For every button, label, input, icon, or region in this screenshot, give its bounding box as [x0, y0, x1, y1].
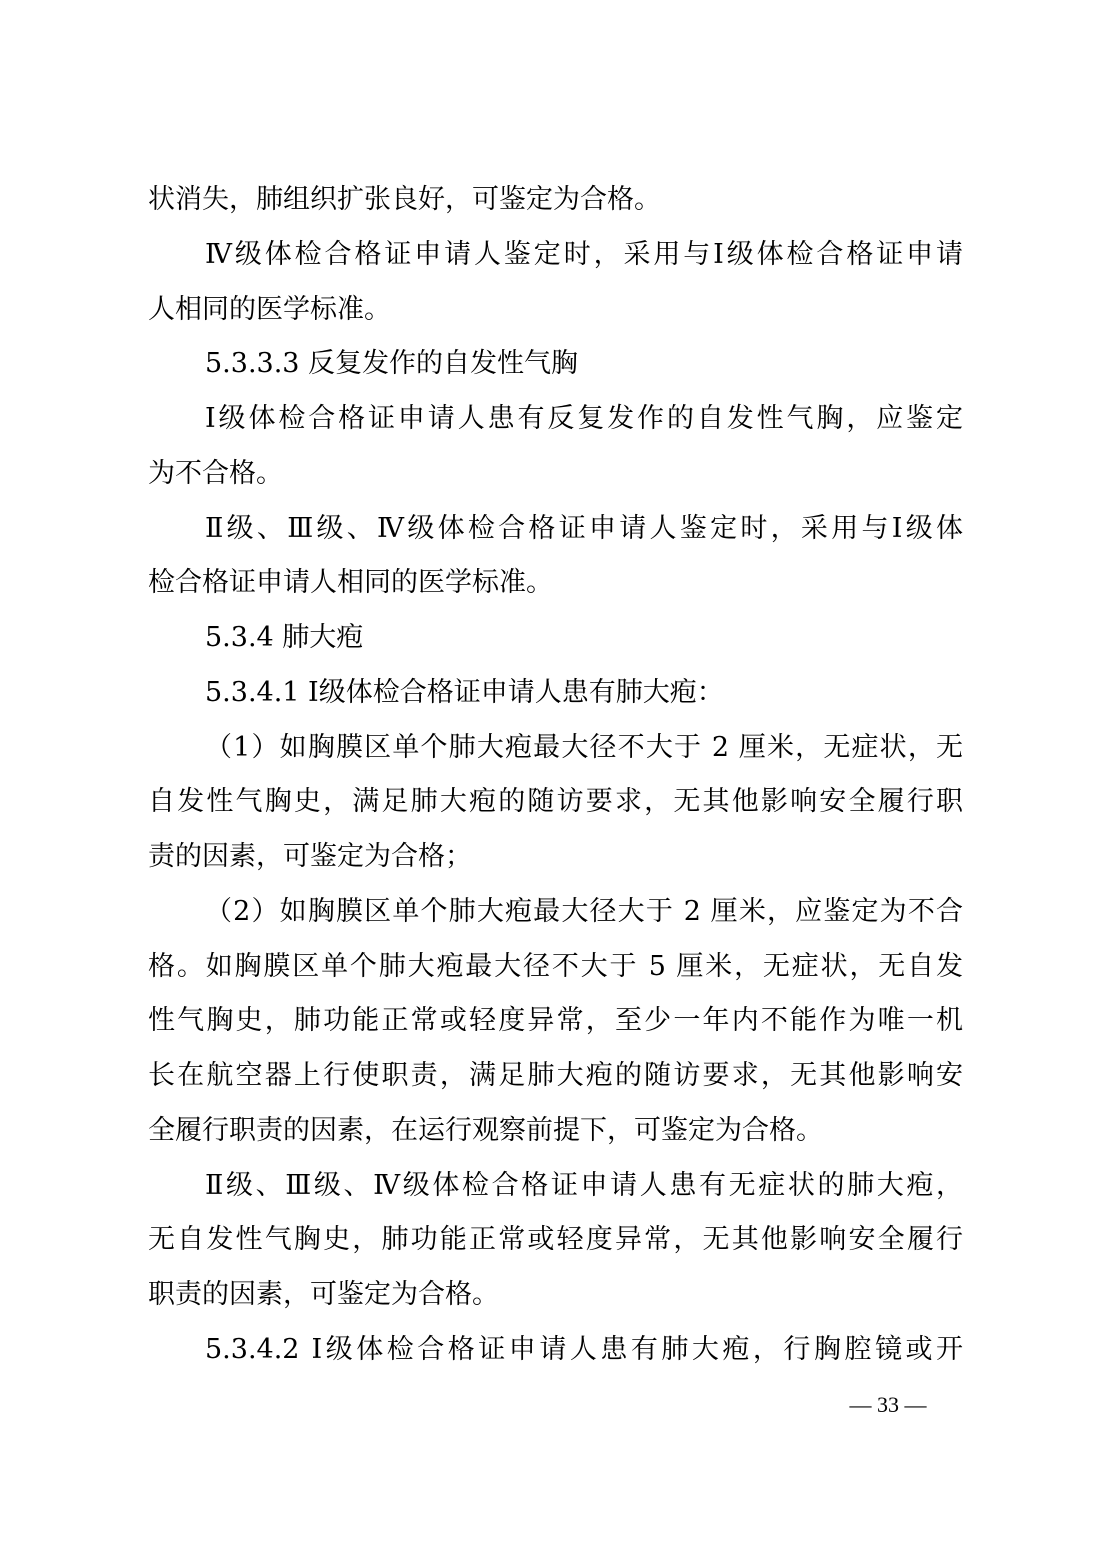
text-line-21: 职责的因素，可鉴定为合格。	[148, 1279, 499, 1310]
text-line-15: 格。如胸膜区单个肺大疱最大径不大于 5 厘米，无症状，无自发	[148, 951, 963, 982]
text-line-18: 全履行职责的因素，在运行观察前提下，可鉴定为合格。	[148, 1115, 823, 1146]
text-line-19: Ⅱ级、Ⅲ级、Ⅳ级体检合格证申请人患有无症状的肺大疱，	[205, 1170, 963, 1201]
section-heading-5-3-4: 5.3.4 肺大疱	[205, 622, 364, 653]
text-line-7: Ⅱ级、Ⅲ级、Ⅳ级体检合格证申请人鉴定时，采用与Ⅰ级体	[205, 513, 963, 544]
text-line-8: 检合格证申请人相同的医学标准。	[148, 567, 553, 598]
section-heading-5-3-4-2: 5.3.4.2 Ⅰ级体检合格证申请人患有肺大疱，行胸腔镜或开	[205, 1334, 963, 1365]
text-line-5: Ⅰ级体检合格证申请人患有反复发作的自发性气胸，应鉴定	[205, 403, 963, 434]
text-line-6: 为不合格。	[148, 458, 283, 489]
text-line-1: 状消失，肺组织扩张良好，可鉴定为合格。	[148, 184, 661, 215]
text-line-11: （1）如胸膜区单个肺大疱最大径不大于 2 厘米，无症状，无	[205, 732, 963, 763]
text-line-13: 责的因素，可鉴定为合格；	[148, 841, 472, 872]
text-line-14: （2）如胸膜区单个肺大疱最大径大于 2 厘米，应鉴定为不合	[205, 896, 963, 927]
text-line-2: Ⅳ级体检合格证申请人鉴定时，采用与Ⅰ级体检合格证申请	[205, 239, 963, 270]
text-line-12: 自发性气胸史，满足肺大疱的随访要求，无其他影响安全履行职	[148, 786, 963, 817]
section-heading-5-3-4-1: 5.3.4.1 Ⅰ级体检合格证申请人患有肺大疱：	[205, 677, 724, 708]
text-line-17: 长在航空器上行使职责，满足肺大疱的随访要求，无其他影响安	[148, 1060, 963, 1091]
text-line-20: 无自发性气胸史，肺功能正常或轻度异常，无其他影响安全履行	[148, 1224, 963, 1255]
text-line-16: 性气胸史，肺功能正常或轻度异常，至少一年内不能作为唯一机	[148, 1005, 963, 1036]
section-heading-5-3-3-3: 5.3.3.3 反复发作的自发性气胸	[205, 348, 579, 379]
text-line-3: 人相同的医学标准。	[148, 294, 391, 325]
page-number: — 33 —	[849, 1392, 927, 1417]
